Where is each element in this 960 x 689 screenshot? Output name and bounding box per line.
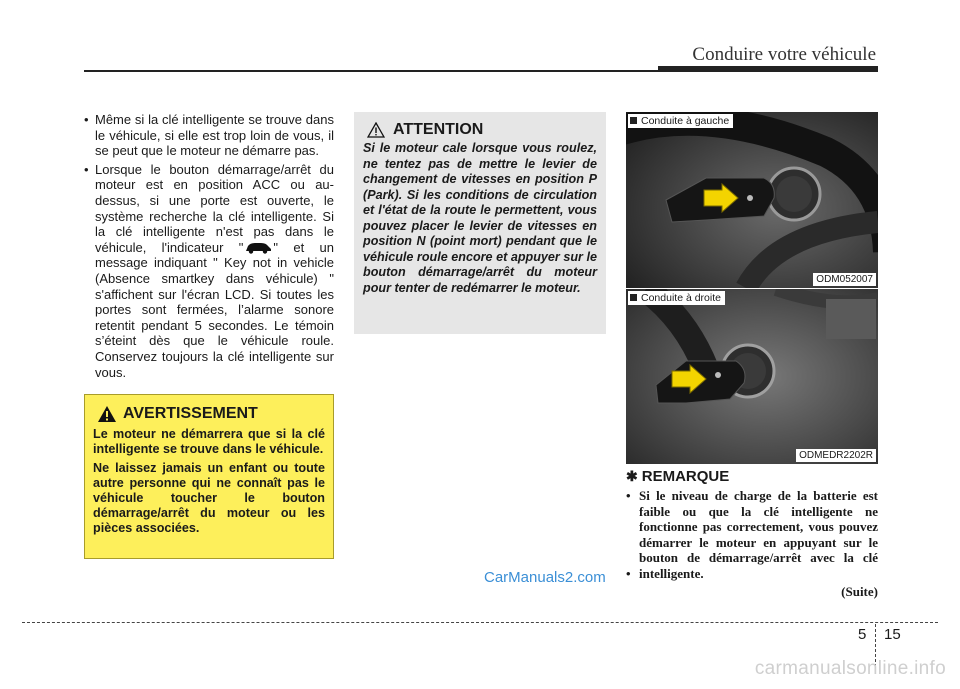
site-watermark[interactable]: CarManuals2.com xyxy=(484,569,606,586)
attention-title: ATTENTION xyxy=(393,121,484,138)
smart-key-photo xyxy=(626,289,878,464)
list-item xyxy=(84,112,334,159)
footer-dashed-rule xyxy=(22,622,938,623)
square-bullet-icon xyxy=(630,117,637,124)
figure-label-text: Conduite à droite xyxy=(641,292,721,304)
figure-right-hand-drive xyxy=(626,289,878,464)
figure-label xyxy=(628,291,725,305)
warning-title: AVERTISSEMENT xyxy=(123,405,258,422)
remark-body-last: intelligente. xyxy=(639,565,704,581)
bullet-text-1: Même si la clé intelligente se trouve dans le véhicule, si elle est trop loin de vous, il se peut que le moteur ne démarre pas. xyxy=(95,112,334,159)
warning-triangle-icon xyxy=(97,405,117,423)
figure-code: ODM052007 xyxy=(813,273,876,286)
attention-body: Si le moteur cale lorsque vous roulez, ne tentez pas de mettre le levier de changement de vitesses en position P (Park). Si les conditions de circulation et l'état de la route le permettent, vous pouvez placer le levier de vitesses en position N (point mort) pendant que le véhicule roule encore et appuyer sur le bouton démarrage/arrêt du moteur pour tenter de redémarrer le moteur. xyxy=(363,141,597,295)
bullet-text-2a: Lorsque le bouton démarrage/arrêt du moteur est en position ACC ou au-dessus, si une porte est ouverte, le système recherche la clé intelligente. Si la clé intelligente n'est pas dans le véhicule, l'indicateur " xyxy=(95,161,334,255)
main-text-column xyxy=(84,112,334,383)
remark-body-last-line xyxy=(626,566,878,582)
smart-key-photo xyxy=(626,112,878,288)
caution-triangle-icon xyxy=(367,122,385,138)
remark-title: REMARQUE xyxy=(641,468,730,485)
figure-label-text: Conduite à gauche xyxy=(641,115,730,127)
warning-paragraph-1: Le moteur ne démarrera que si la clé intelligente se trouve dans le véhicule. xyxy=(93,427,325,456)
car-key-indicator-icon xyxy=(243,240,273,254)
section-number: 5 xyxy=(858,626,867,643)
bottom-watermark: carmanualsonline.info xyxy=(754,658,946,679)
suite-note: (Suite) xyxy=(841,583,878,599)
attention-box xyxy=(354,112,606,334)
header-rule-thin xyxy=(84,70,658,72)
remark-heading xyxy=(626,468,878,485)
remark-body: • Si le niveau de charge de la batterie est faible ou que la clé intelligente ne fonctionne pas correctement, vous pouvez démarrer le moteur en appuyant sur le bouton de démarrage/arrêt avec la clé xyxy=(626,488,878,566)
warning-paragraph-2: Ne laissez jamais un enfant ou toute autre personne qui ne connaît pas le véhicule toucher le bouton démarrage/arrêt du moteur ou les pièces associées. xyxy=(93,461,325,535)
square-bullet-icon xyxy=(630,294,637,301)
header-rule-thick xyxy=(658,66,878,72)
remark-section xyxy=(626,468,878,600)
page-number: 15 xyxy=(884,626,901,643)
bullet-text-2b: " et un message indiquant " Key not in vehicle (Absence smartkey dans véhicule) " s'affichent sur l'écran LCD. Si toutes les portes sont fermées, l’alarme sonore retentit pendant 5 secondes. Le témoin s’éteint dès que le véhicule roule. Conservez toujours la clé intelligente sur vous. xyxy=(95,239,334,380)
list-item xyxy=(84,162,334,380)
figure-label xyxy=(628,114,733,128)
figure-code: ODMEDR2202R xyxy=(796,449,876,462)
asterisk-star-icon: ✱ xyxy=(626,468,638,484)
page-header-title: Conduire votre véhicule xyxy=(692,44,876,65)
warning-box xyxy=(84,394,334,559)
figure-left-hand-drive xyxy=(626,112,878,288)
